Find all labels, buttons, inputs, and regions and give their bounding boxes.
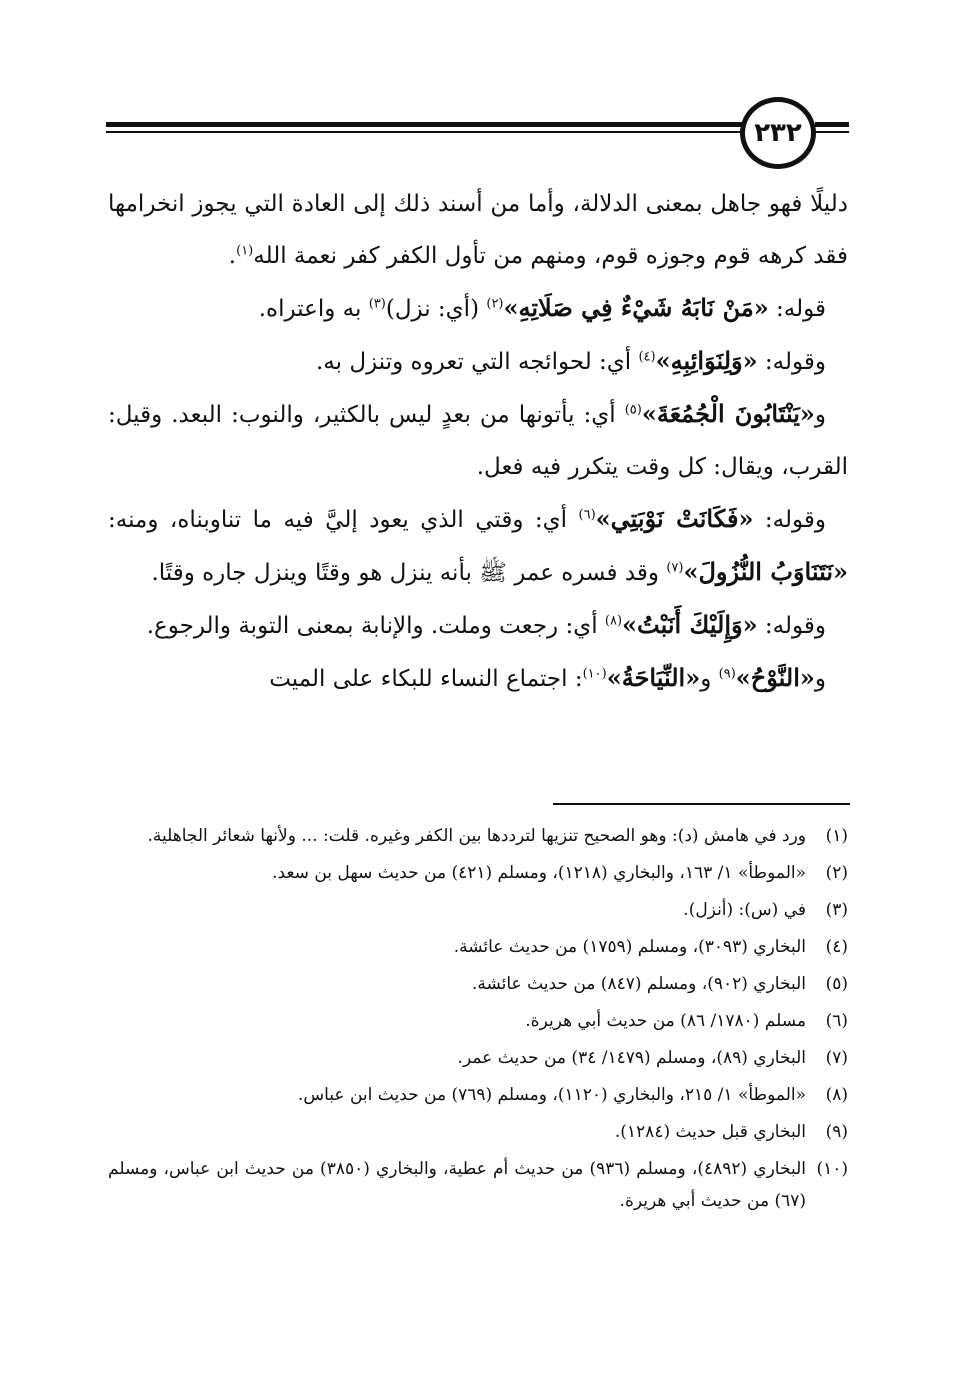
footnote (108, 820, 848, 852)
text-run: وقد فسره عمر ﷺ بأنه ينزل هو وقتًا وينزل جاره وقتًا. (151, 560, 667, 586)
footnote (108, 1005, 848, 1037)
page-number-badge (740, 97, 816, 169)
footnote-number: (١) (825, 826, 848, 846)
footnote-number: (٣) (825, 900, 848, 920)
hadith-quote: «النِّيَاحَةُ» (606, 663, 701, 692)
text-run: و (700, 666, 719, 692)
footnote-ref: (٧) (666, 560, 684, 576)
footnote-text: ورد في هامش (د): وهو الصحيح تنزيها لترددها بين الكفر وغيره. قلت: ... ولأنها شعائر الجاهلية. (147, 826, 806, 846)
footnote (108, 857, 848, 889)
footnote (108, 1116, 848, 1148)
text-run: و (814, 666, 826, 692)
footnote-number: (٥) (825, 974, 848, 994)
footnote-number: (٢) (825, 863, 848, 883)
header-rule-thin (106, 131, 746, 133)
hadith-quote: «نَتَنَاوَبُ النُّزُولَ» (683, 557, 848, 586)
footnote (108, 1079, 848, 1111)
footnote-number: (٨) (825, 1085, 848, 1105)
text-run: أي: لحوائجه التي تعروه وتنزل به. (316, 349, 639, 375)
footnote-text: البخاري (٤٨٩٢)، ومسلم (٩٣٦) من حديث أم عطية، والبخاري (٣٨٥٠) من حديث ابن عباس، ومسلم (٦٧) من حديث أبي هريرة. (108, 1159, 806, 1211)
text-run: أي: يأتونها من بعدٍ ليس بالكثير، والنوب: البعد. وقيل: القرب، ويقال: كل وقت يتكرر فيه فعل. (108, 402, 848, 480)
footnote-number: (١٠) (816, 1159, 848, 1179)
footnote-ref: (٢) (486, 296, 504, 312)
text-run: و (814, 402, 827, 428)
footnote (108, 894, 848, 926)
text-run: دليلًا فهو جاهل بمعنى الدلالة، وأما من أسند ذلك إلى العادة التي يجوز انخرامها فقد كرهه قوم وجوزه قوم، ومنهم من تأول الكفر كفر نعمة الله (108, 191, 848, 269)
header-rule-right-thin (815, 131, 849, 133)
footnote-ref: (١٠) (582, 666, 607, 682)
body-paragraph (108, 282, 848, 335)
footnote-number: (٦) (825, 1011, 848, 1031)
hadith-quote: «فَكَانَتْ نَوْبَتِي» (595, 504, 754, 533)
footnote-text: البخاري (٣٠٩٣)، ومسلم (١٧٥٩) من حديث عائشة. (453, 937, 806, 957)
text-run: أي: وقتي الذي يعود إليَّ فيه ما تناوبناه، ومنه: (108, 507, 579, 533)
footnote-ref: (٣) (368, 296, 386, 312)
footnote (108, 968, 848, 1000)
page-number: ٢٣٢ (754, 118, 802, 148)
footnote-number: (٧) (825, 1048, 848, 1068)
footnote-text: في (س): (أنزل). (683, 900, 806, 920)
text-run: وقوله: (757, 613, 826, 639)
footnote-text: «الموطأ» ١/ ٢١٥، والبخاري (١١٢٠)، ومسلم (٧٦٩) من حديث ابن عباس. (297, 1085, 806, 1105)
text-run: (أي: نزل) (385, 296, 487, 322)
main-text (108, 178, 848, 705)
footnote-number: (٩) (825, 1122, 848, 1142)
body-paragraph (108, 599, 848, 652)
hadith-quote: «وَلِنَوَائِبِهِ» (655, 346, 758, 375)
hadith-quote: «مَنْ نَابَهُ شَيْءٌ فِي صَلَاتِهِ» (503, 293, 769, 322)
footnotes (108, 820, 848, 1222)
footnote-text: البخاري (٨٩)، ومسلم (١٤٧٩/ ٣٤) من حديث عمر. (457, 1048, 806, 1068)
footnote (108, 1042, 848, 1074)
footnote-text: مسلم (١٧٨٠/ ٨٦) من حديث أبي هريرة. (525, 1011, 806, 1031)
footnote (108, 1153, 848, 1217)
hadith-quote: «النَّوْحُ» (735, 663, 815, 692)
text-run: وقوله: (757, 349, 826, 375)
footnote-text: «الموطأ» ١/ ١٦٣، والبخاري (١٢١٨)، ومسلم (٤٢١) من حديث سهل بن سعد. (272, 863, 806, 883)
footnote-ref: (٦) (578, 507, 596, 523)
footnote-ref: (١) (236, 243, 254, 259)
footnote-number: (٤) (825, 937, 848, 957)
footnote-divider (553, 803, 850, 805)
body-paragraph (108, 493, 848, 599)
hadith-quote: «وَإِلَيْكَ أَنَبْتُ» (622, 610, 758, 639)
body-paragraph (108, 178, 848, 282)
text-run: : اجتماع النساء للبكاء على الميت (269, 666, 583, 692)
page-header (100, 95, 853, 165)
footnote-text: البخاري (٩٠٢)، ومسلم (٨٤٧) من حديث عائشة. (471, 974, 806, 994)
footnote-ref: (٩) (718, 666, 736, 682)
footnote-ref: (٥) (624, 402, 642, 418)
text-run: أي: رجعت وملت. والإنابة بمعنى التوبة والرجوع. (146, 613, 605, 639)
text-run: قوله: (768, 296, 826, 322)
text-run: وقوله: (753, 507, 826, 533)
footnote-text: البخاري قبل حديث (١٢٨٤). (614, 1122, 806, 1142)
body-paragraph (108, 652, 848, 705)
footnote-ref: (٤) (638, 349, 656, 365)
body-paragraph (108, 388, 848, 493)
footnote-ref: (٨) (604, 613, 623, 629)
footnote (108, 931, 848, 963)
header-rule-right (815, 122, 849, 127)
body-paragraph (108, 335, 848, 388)
text-run: . (228, 243, 237, 269)
header-rule (106, 122, 746, 127)
hadith-quote: «يَنْتَابُونَ الْجُمُعَةَ» (641, 399, 815, 428)
text-run: به واعتراه. (258, 296, 369, 322)
